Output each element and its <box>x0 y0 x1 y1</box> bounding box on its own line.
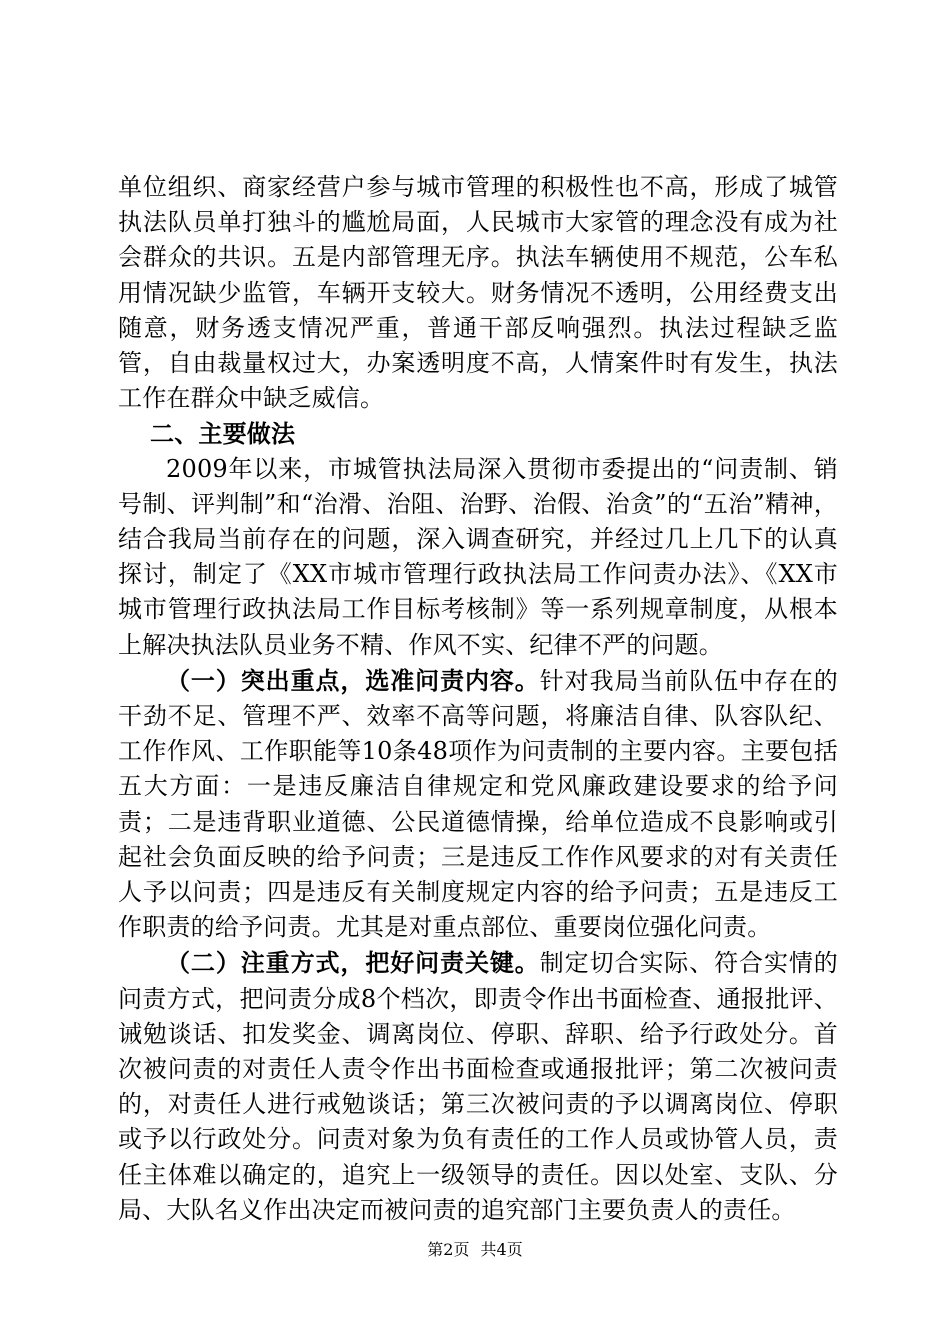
document-body <box>118 170 838 1228</box>
subsection-2-text: 制定切合实际、符合实情的问责方式，把问责分成8个档次，即责令作出书面检查、通报批评、诫勉谈话、扣发奖金、调离岗位、停职、辞职、给予行政处分。首次被问责的对责任人责令作出书面检查或通报批评；第二次被问责的，对责任人进行戒勉谈话；第三次被问责的予以调离岗位、停职或予以行政处分。问责对象为负有责任的工作人员或协管人员，责任主体难以确定的，追究上一级领导的责任。因以处室、支队、分局、大队名义作出决定而被问责的追究部门主要负责人的责任。 <box>118 949 839 1224</box>
paragraph-intro: 2009年以来，市城管执法局深入贯彻市委提出的“问责制、销号制、评判制”和“治滑、治阻、治野、治假、治贪”的“五治”精神，结合我局当前存在的问题，深入调查研究，并经过几上几下的认真探讨，制定了《XX市城市管理行政执法局工作问责办法》、《XX市城市管理行政执法局工作目标考核制》等一系列规章制度，从根本上解决执法队员业务不精、作风不实、纪律不严的问题。 <box>118 454 838 659</box>
subsection-1-heading: （一）突出重点，选准问责内容。 <box>166 665 540 695</box>
paragraph-continued: 单位组织、商家经营户参与城市管理的积极性也不高，形成了城管执法队员单打独斗的尴尬局面，人民城市大家管的理念没有成为社会群众的共识。五是内部管理无序。执法车辆使用不规范，公车私用情况缺少监管，车辆开支较大。财务情况不透明，公用经费支出随意，财务透支情况严重，普通干部反响强烈。执法过程缺乏监管，自由裁量权过大，办案透明度不高，人情案件时有发生，执法工作在群众中缺乏威信。 <box>118 173 838 413</box>
subsection-2-heading: （二）注重方式，把好问责关键。 <box>166 948 540 978</box>
section-heading: 二、主要做法 <box>150 419 296 449</box>
paragraph-subsection-2 <box>118 945 838 1228</box>
paragraph-subsection-1 <box>118 663 838 946</box>
page-footer <box>0 1240 950 1260</box>
subsection-1-text: 针对我局当前队伍中存在的干劲不足、管理不严、效率不高等问题，将廉洁自律、队容队纪、工作作风、工作职能等10条48项作为问责制的主要内容。主要包括五大方面：一是违反廉洁自律规定和党风廉政建设要求的给予问责；二是违背职业道德、公民道德情操，给单位造成不良影响或引起社会负面反映的给予问责；三是违反工作作风要求的对有关责任人予以问责；四是违反有关制度规定内容的给予问责；五是违反工作职责的给予问责。尤其是对重点部位、重要岗位强化问责。 <box>118 666 839 942</box>
page-number: 第2页 <box>427 1240 470 1259</box>
page-total: 共4页 <box>480 1240 523 1259</box>
